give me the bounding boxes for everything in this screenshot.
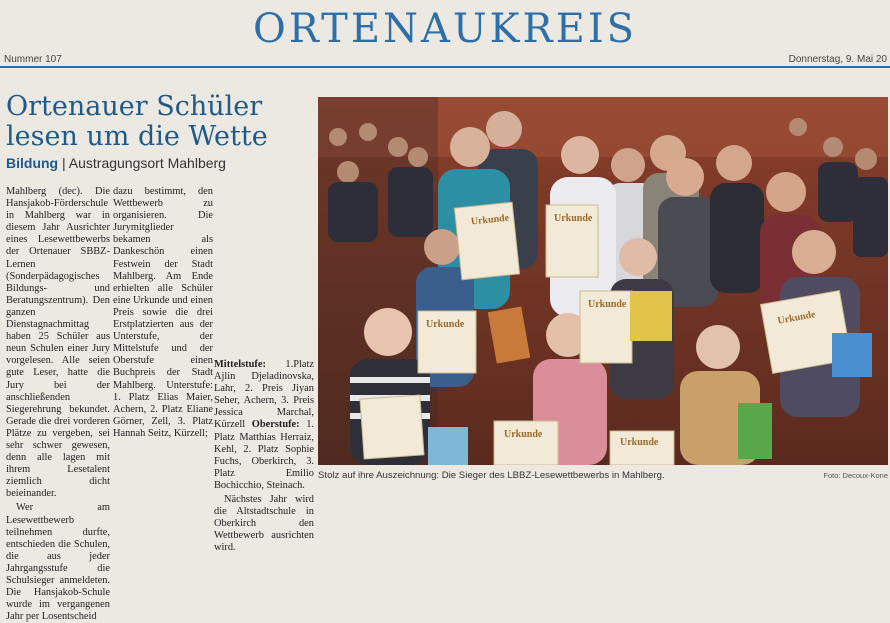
photo-caption: Stolz auf ihre Auszeichnung: Die Sieger des LBBZ-Lesewettbewerbs in Mahlberg. — [318, 470, 665, 481]
certificate-label: Urkunde — [588, 299, 627, 310]
headline-line-2: lesen um die Wette — [6, 121, 268, 152]
paragraph: Wer am Lesewettbewerb teilnehmen durfte, entschieden die Schulen, die aus jeder Jahrgangsstufe die Schulsieger anmeldeten. Die Hansjakob-Schule wurde im vergangenen Jahr per Losentscheid — [6, 502, 110, 623]
mittelstufe-winners: 1.Platz Ajlin Djeladinovska, Lahr, 2. Preis Jiyan Seher, Achern, 3. Preis Jessica Marchal, Kürzell — [214, 359, 314, 431]
certificate-label: Urkunde — [776, 309, 817, 327]
kicker-separator: | — [58, 155, 69, 171]
certificate-label: Urkunde — [426, 319, 465, 330]
winners-list — [214, 359, 314, 555]
certificate-label: Urkunde — [554, 213, 593, 224]
group-photo — [318, 97, 888, 465]
masthead-rule — [0, 66, 890, 68]
oberstufe-winners: 1. Platz Matthias Herraiz, Kehl, 2. Platz Sophie Fuchs, Oberkirch, 3. Platz Emilio Bochicchio, Steinach. — [214, 419, 314, 491]
issue-date: Donnerstag, 9. Mai 20 — [788, 54, 887, 65]
article-column-1 — [6, 186, 110, 623]
kicker — [6, 155, 316, 171]
article-column-3 — [214, 186, 314, 282]
group-photo-illustration — [318, 97, 888, 465]
paragraph: Mahlberg (dec). Die Hansjakob-Förderschule in Mahlberg war in diesem Jahr Ausrichter eines Lesewettbewerbs der Ortenauer SBBZ-Lernen (Sonderpädagogisches Bildungs- und Beratungszentrum). Den ganzen Dienstagnachmittag haben 25 Schüler aus neun Schulen einer Jury vorgelesen. Alle seien gute Leser, hatte die Jury bei der anschließenden Siegerehrung bekundet. Gerade die drei vorderen Plätze zu vergeben, sei sehr schwer gewesen, denn alle lagen mit ihrem Lesetalent ziemlich dicht beieinander. — [6, 186, 110, 500]
certificate-label: Urkunde — [504, 429, 543, 440]
headline-line-1: Ortenauer Schüler — [6, 91, 263, 122]
paragraph: Nächstes Jahr wird die Altstadtschule in Oberkirch den Wettbewerb ausrichten wird. — [214, 494, 314, 554]
headline — [6, 92, 306, 152]
mittelstufe-label: Mittelstufe: — [214, 359, 266, 370]
kicker-text: Austragungsort Mahlberg — [68, 155, 226, 171]
paragraph: dazu bestimmt, den Wettbewerb zu organisieren. Die Jurymitglieder bekamen als Dankeschön einen Festwein der Stadt Mahlberg. Am Ende erhielten alle Schüler eine Urkunde und einen Preis sowie die drei Erstplatzierten aus der Unterstufe, der Mittelstufe und der Oberstufe einen Buchpreis der Stadt Mahlberg. Unterstufe: 1. Platz Elias Maier, Achern, 2. Platz Eliane Görner, Zell, 3. Platz Hannah Seitz, Kürzell; — [113, 186, 213, 439]
certificate-label: Urkunde — [620, 437, 659, 448]
issue-number: Nummer 107 — [4, 54, 62, 65]
oberstufe-label: Oberstufe: — [251, 419, 300, 431]
article-column-2 — [113, 186, 213, 440]
masthead — [0, 0, 890, 62]
photo-credit: Foto: Decoux-Kone — [823, 471, 888, 480]
certificate-label: Urkunde — [470, 212, 510, 228]
section-title: ORTENAUKREIS — [252, 6, 638, 52]
paragraph — [214, 359, 314, 492]
kicker-section: Bildung — [6, 155, 59, 171]
